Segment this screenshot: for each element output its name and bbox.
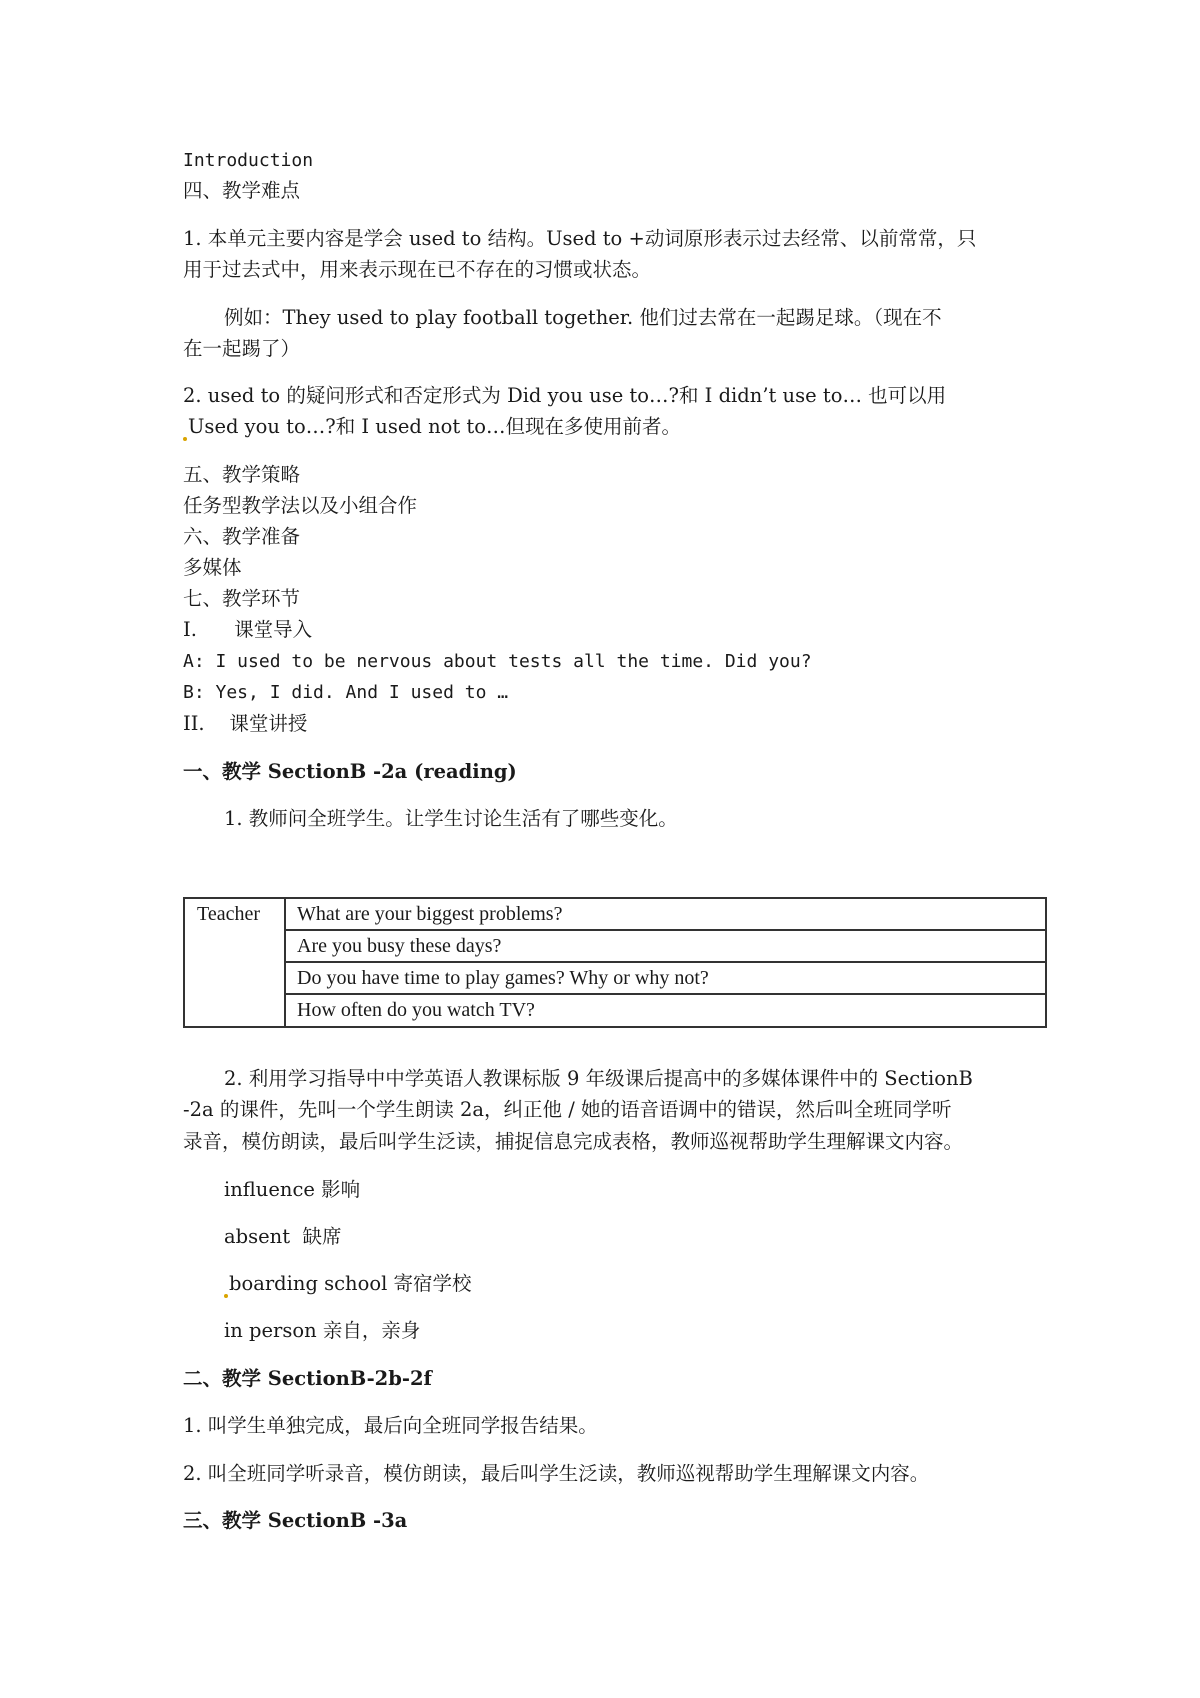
table-cell: Are you busy these days? (297, 935, 502, 957)
table-cell: What are your biggest problems? (297, 903, 563, 925)
section-heading: 二、教学 SectionB-2b-2f (183, 1367, 432, 1390)
edit-mark-icon (224, 1294, 228, 1298)
vocab-item: influence 影响 (224, 1178, 361, 1201)
table-row (286, 899, 1045, 931)
section-heading: 六、教学准备 (183, 525, 301, 548)
table-row (286, 963, 1045, 995)
text-line: Used you to…?和 I used not to…但现在多使用前者。 (183, 413, 681, 441)
text-line: A: I used to be nervous about tests all the time. Did you? (183, 651, 812, 672)
text-line: 录音，模仿朗读，最后叫学生泛读，捕捉信息完成表格，教师巡视帮助学生理解课文内容。 (183, 1130, 964, 1153)
section-heading: 三、教学 SectionB -3a (183, 1509, 408, 1532)
section-heading: 五、教学策略 (183, 463, 301, 486)
text-line: 任务型教学法以及小组合作 (183, 494, 418, 517)
text-line: 在一起踢了） (183, 337, 301, 360)
table-cell: How often do you watch TV? (297, 999, 535, 1021)
text-line: 2. used to 的疑问形式和否定形式为 Did you use to…?和 I didn’t use to… 也可以用 (183, 384, 947, 407)
text-line: 2. 利用学习指导中中学英语人教课标版 9 年级课后提高中的多媒体课件中的 SectionB (224, 1067, 973, 1090)
table-row (286, 931, 1045, 963)
text-line: 2. 叫全班同学听录音，模仿朗读，最后叫学生泛读，教师巡视帮助学生理解课文内容。 (183, 1462, 930, 1485)
text-line: 1. 本单元主要内容是学会 used to 结构。Used to +动词原形表示过去经常、以前常常，只 (183, 227, 977, 250)
text-line: -2a 的课件，先叫一个学生朗读 2a，纠正他 / 她的语音语调中的错误，然后叫全班同学听 (183, 1098, 952, 1121)
vocab-item: absent 缺席 (224, 1225, 342, 1248)
text-line: I. 课堂导入 (183, 618, 313, 641)
section-heading: 七、教学环节 (183, 587, 301, 610)
text-line: II. 课堂讲授 (183, 712, 308, 735)
vocab-item: in person 亲自，亲身 (224, 1319, 421, 1342)
text-line: B: Yes, I did. And I used to … (183, 682, 509, 703)
text-line: Introduction (183, 150, 314, 171)
section-heading: 四、教学难点 (183, 179, 301, 202)
table-label: Teacher (197, 903, 260, 925)
table-cell: Do you have time to play games? Why or why not? (297, 967, 709, 989)
table-label-cell (185, 899, 286, 1026)
text-line: 例如：They used to play football together. 他们过去常在一起踢足球。（现在不 (224, 306, 942, 329)
text-line: 多媒体 (183, 556, 242, 579)
table-row (286, 995, 1045, 1027)
teacher-questions-table (183, 897, 1047, 1028)
text-line: 用于过去式中，用来表示现在已不存在的习惯或状态。 (183, 258, 652, 281)
edit-mark-icon (183, 437, 187, 441)
text-line: 1. 教师问全班学生。让学生讨论生活有了哪些变化。 (224, 807, 678, 830)
vocab-item: boarding school 寄宿学校 (224, 1270, 472, 1298)
text-line: 1. 叫学生单独完成，最后向全班同学报告结果。 (183, 1414, 598, 1437)
section-heading: 一、教学 SectionB -2a (reading) (183, 760, 517, 783)
